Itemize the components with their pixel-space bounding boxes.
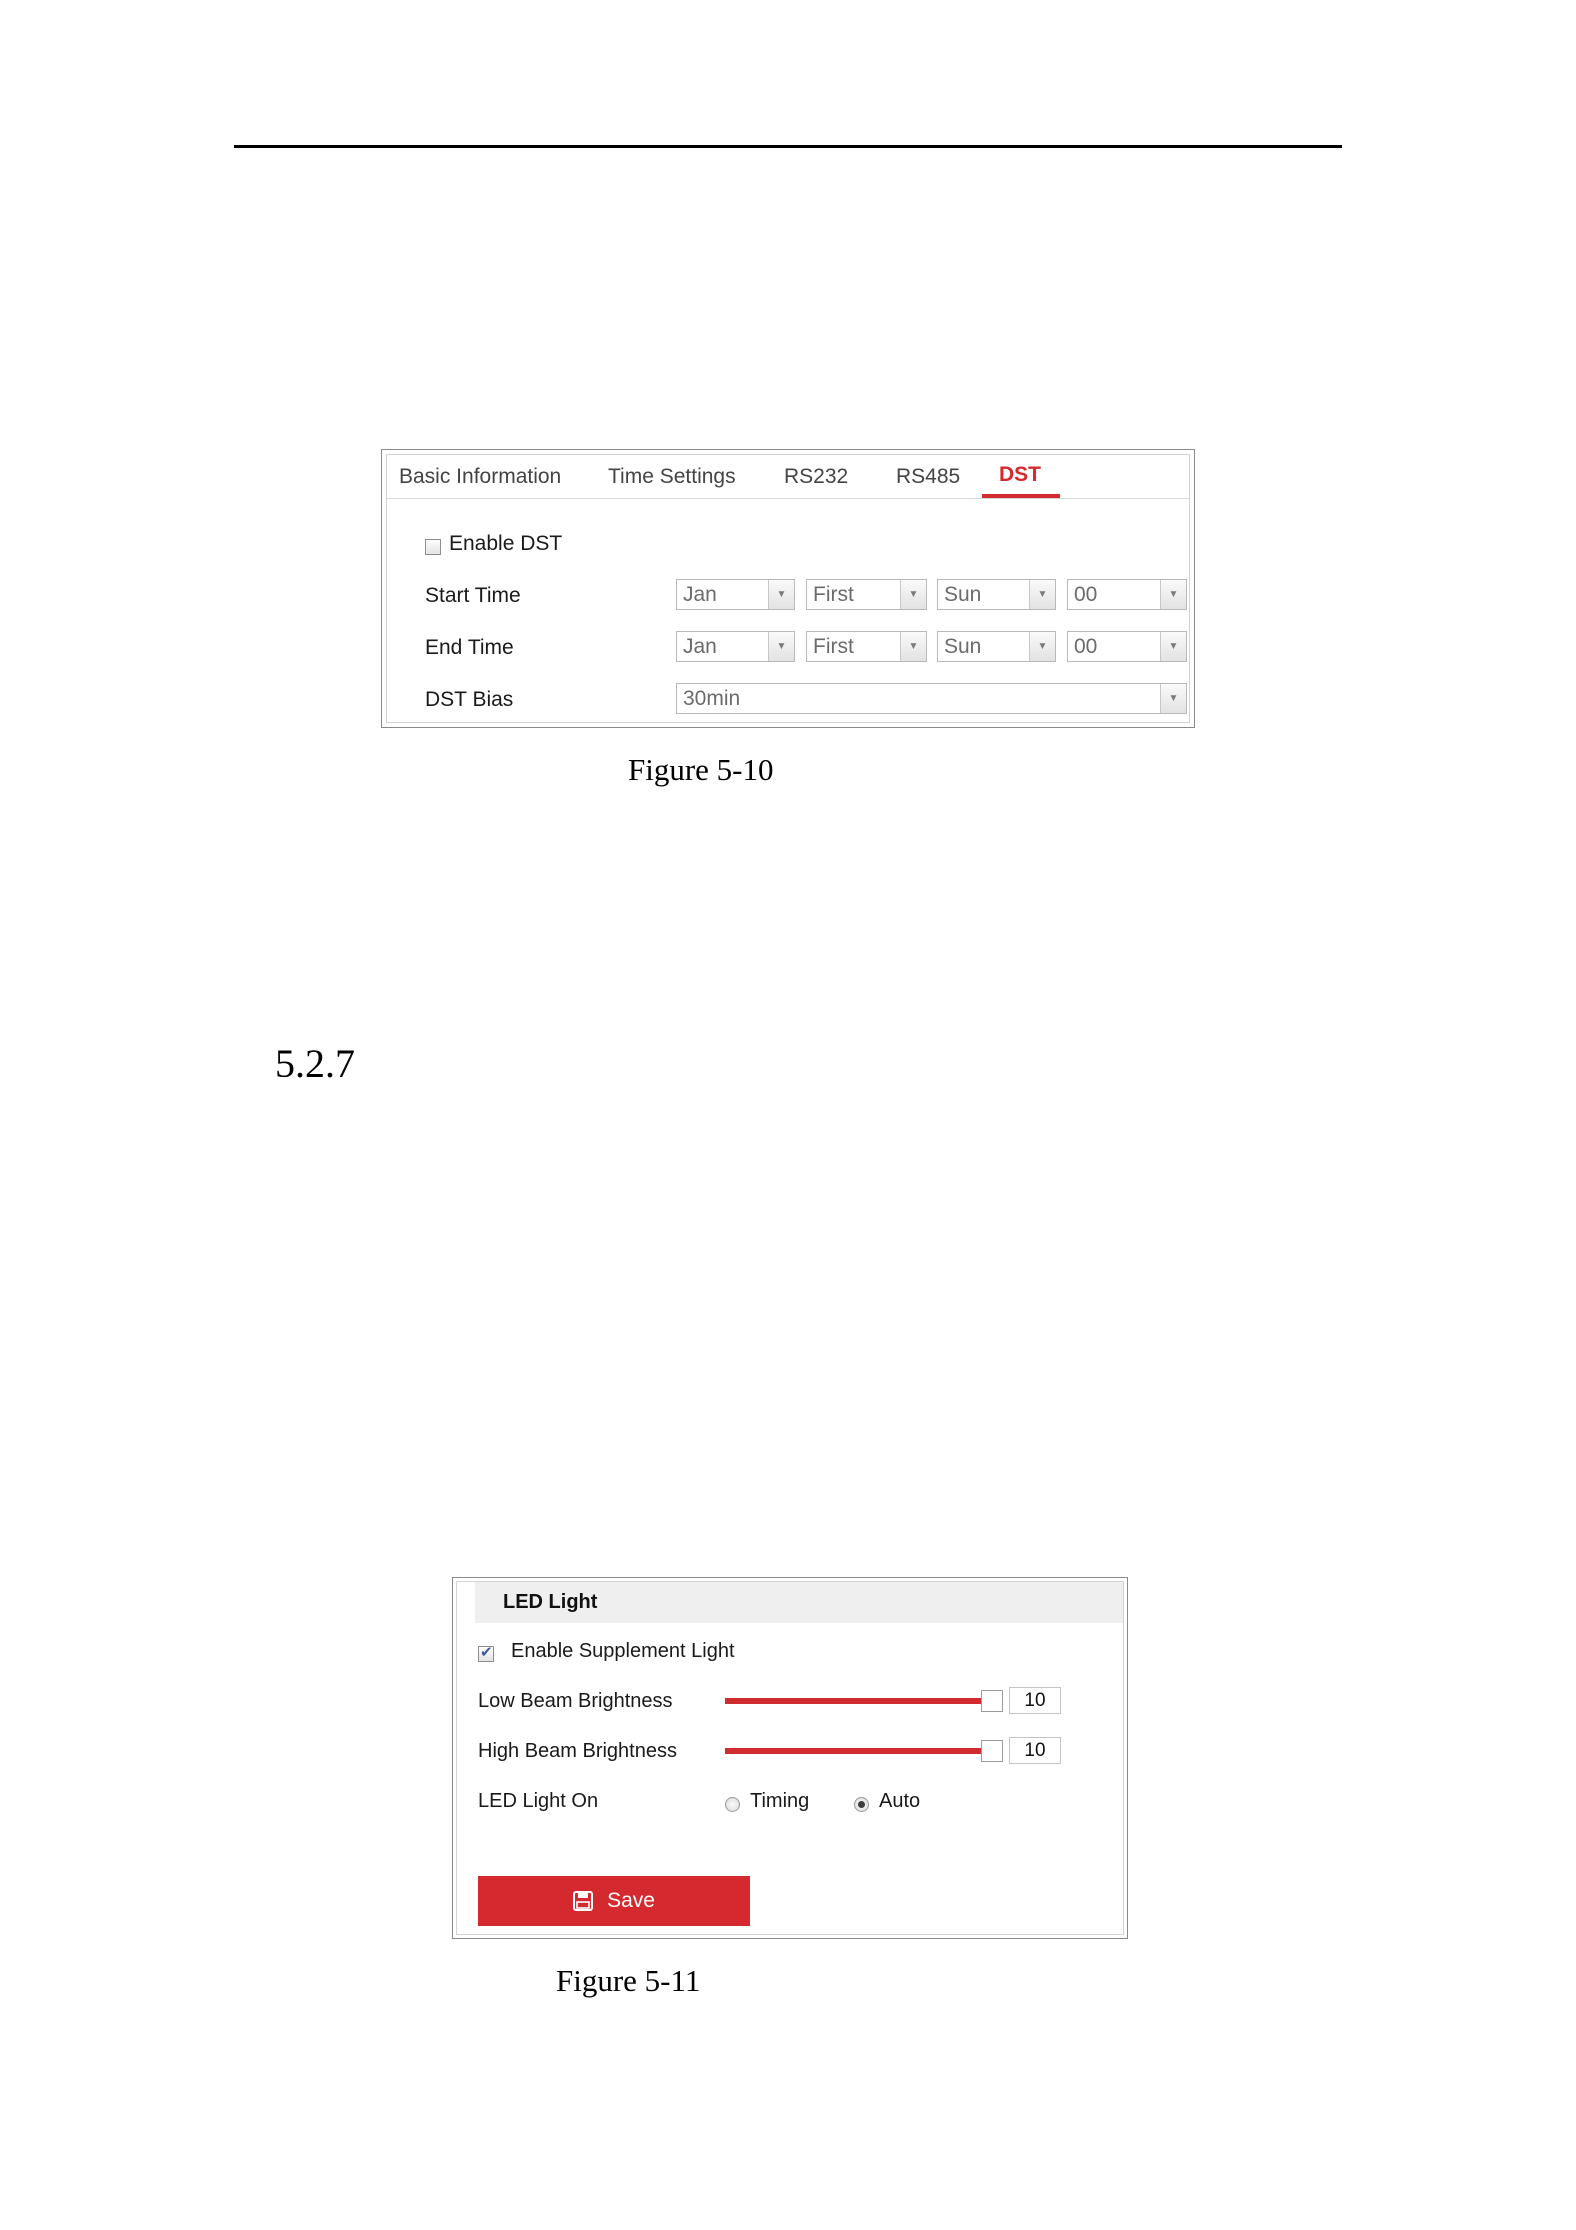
led-light-on-label: LED Light On	[478, 1790, 599, 1812]
auto-option-label: Auto	[879, 1790, 921, 1812]
tab-dst[interactable]: DST	[999, 463, 1041, 486]
led-panel-title: LED Light	[503, 1591, 598, 1613]
chevron-down-icon[interactable]: ▼	[768, 580, 794, 609]
chevron-down-icon[interactable]: ▼	[768, 632, 794, 661]
end-day-select[interactable]	[937, 631, 1056, 662]
chevron-down-icon[interactable]: ▼	[1160, 684, 1186, 713]
start-hour-value: 00	[1074, 583, 1098, 606]
tab-time-settings[interactable]: Time Settings	[608, 465, 736, 488]
section-number: 5.2.7	[275, 1041, 355, 1086]
high-beam-value-input[interactable]: 10	[1009, 1737, 1061, 1764]
end-month-select[interactable]	[676, 631, 795, 662]
save-icon	[573, 1891, 593, 1911]
start-week-select[interactable]	[806, 579, 927, 610]
end-week-value: First	[813, 635, 854, 658]
led-light-panel	[452, 1577, 1128, 1939]
chevron-down-icon[interactable]: ▼	[900, 580, 926, 609]
enable-supplement-light-checkbox[interactable]	[478, 1646, 494, 1662]
tab-rs485[interactable]: RS485	[896, 465, 961, 488]
high-beam-slider-track[interactable]	[725, 1748, 990, 1754]
tab-basic-information[interactable]: Basic Information	[399, 465, 562, 488]
enable-dst-checkbox[interactable]	[425, 539, 441, 555]
start-day-select[interactable]	[937, 579, 1056, 610]
start-month-select[interactable]	[676, 579, 795, 610]
timing-option-label: Timing	[750, 1790, 810, 1812]
dst-settings-panel	[381, 449, 1195, 728]
timing-radio[interactable]	[725, 1797, 740, 1812]
figure-caption-5-11: Figure 5-11	[556, 1963, 701, 1998]
end-time-label: End Time	[425, 636, 514, 659]
dst-panel-inner	[386, 454, 1190, 723]
enable-dst-label: Enable DST	[449, 532, 563, 555]
end-month-value: Jan	[683, 635, 717, 658]
save-button-label: Save	[607, 1889, 655, 1912]
chevron-down-icon[interactable]: ▼	[1160, 580, 1186, 609]
settings-tab-bar	[387, 455, 1189, 499]
high-beam-slider-handle[interactable]	[981, 1740, 1003, 1762]
chevron-down-icon[interactable]: ▼	[1029, 580, 1055, 609]
header-rule	[234, 145, 1342, 148]
start-hour-select[interactable]	[1067, 579, 1187, 610]
low-beam-slider-handle[interactable]	[981, 1690, 1003, 1712]
led-panel-inner	[456, 1581, 1124, 1935]
low-beam-slider-track[interactable]	[725, 1698, 990, 1704]
chevron-down-icon[interactable]: ▼	[1029, 632, 1055, 661]
enable-supplement-light-label: Enable Supplement Light	[511, 1640, 735, 1662]
dst-bias-value: 30min	[683, 687, 741, 710]
led-panel-header	[475, 1582, 1123, 1623]
chevron-down-icon[interactable]: ▼	[1160, 632, 1186, 661]
figure-caption-5-10: Figure 5-10	[628, 752, 774, 787]
tab-rs232[interactable]: RS232	[784, 465, 849, 488]
end-hour-select[interactable]	[1067, 631, 1187, 662]
save-button[interactable]	[478, 1876, 750, 1926]
end-hour-value: 00	[1074, 635, 1098, 658]
chevron-down-icon[interactable]: ▼	[900, 632, 926, 661]
start-month-value: Jan	[683, 583, 717, 606]
start-week-value: First	[813, 583, 854, 606]
dst-bias-select[interactable]	[676, 683, 1187, 714]
dst-bias-label: DST Bias	[425, 688, 514, 711]
end-week-select[interactable]	[806, 631, 927, 662]
low-beam-value-input[interactable]: 10	[1009, 1687, 1061, 1714]
low-beam-brightness-label: Low Beam Brightness	[478, 1690, 673, 1712]
auto-radio[interactable]	[854, 1797, 869, 1812]
active-tab-indicator	[982, 494, 1060, 498]
start-day-value: Sun	[944, 583, 982, 606]
end-day-value: Sun	[944, 635, 982, 658]
high-beam-brightness-label: High Beam Brightness	[478, 1740, 677, 1762]
start-time-label: Start Time	[425, 584, 521, 607]
